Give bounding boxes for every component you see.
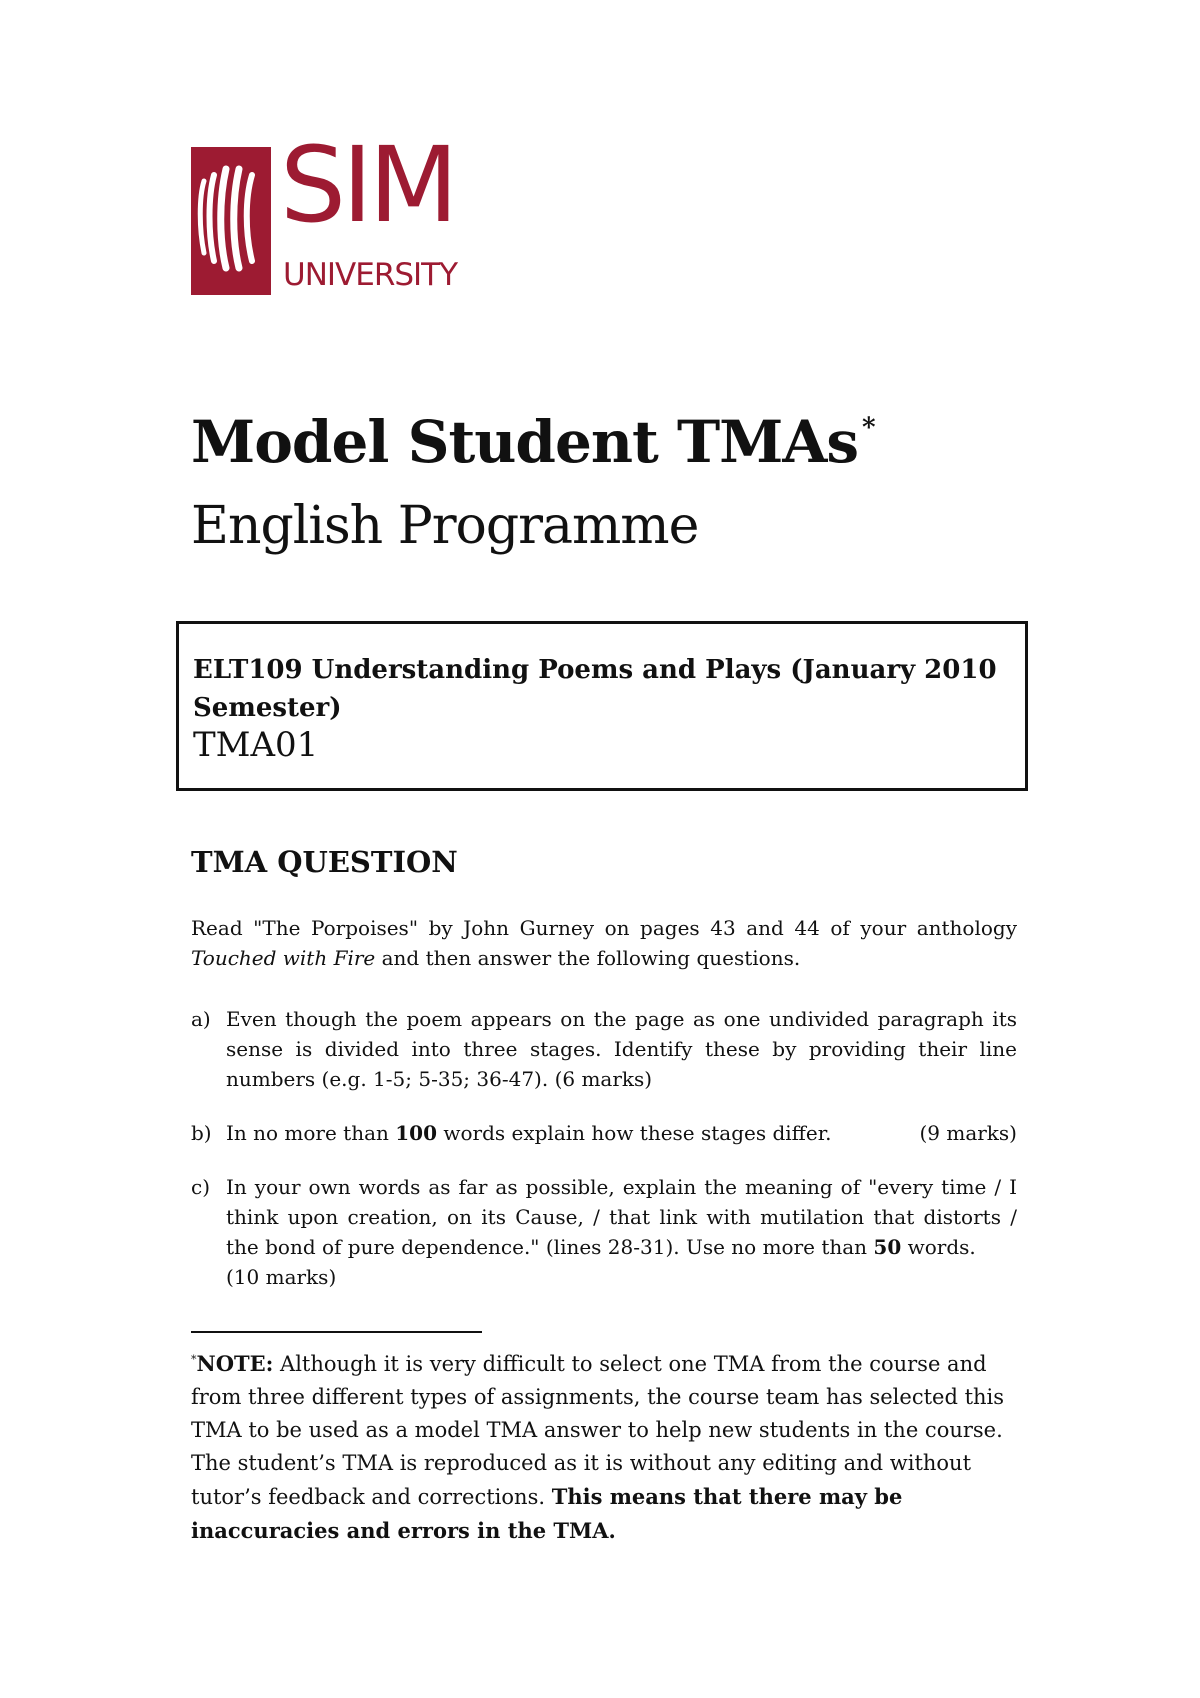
question-a	[191, 1004, 1017, 1094]
footnote-emphasis: This means that there may be inaccuracies and errors in the TMA.	[191, 1484, 903, 1543]
programme-subtitle: English Programme	[191, 496, 699, 556]
question-text-before-limit: In no more than	[226, 1121, 396, 1145]
word-limit: 100	[395, 1121, 438, 1145]
tma-question-heading: TMA QUESTION	[191, 845, 458, 879]
question-text: Even though the poem appears on the page as one undivided paragraph its sense is divided into three stages. Identify these by providing their line numbers (e.g. 1-5; 5-35; 36-47). (6 marks)	[226, 1007, 1017, 1091]
question-intro-ending: and then answer the following questions.	[375, 946, 801, 970]
question-text	[226, 1172, 1017, 1292]
footnote-divider	[191, 1331, 482, 1333]
footnote	[191, 1343, 1021, 1548]
course-info-box	[176, 621, 1028, 791]
logo-university-text: UNIVERSITY	[283, 257, 458, 293]
footnote-text: Although it is very difficult to select one TMA from the course and from three different types of assignments, the course team has selected this TMA to be used as a model TMA answer to help new students in the course. The student’s TMA is reproduced as it is without any editing and without tutor’s feedback and corrections.	[191, 1352, 1005, 1509]
tma-code: TMA01	[193, 725, 319, 765]
question-text	[226, 1118, 831, 1148]
sim-university-logo	[191, 124, 458, 295]
question-marks: (9 marks)	[919, 1121, 1017, 1145]
word-limit: 50	[873, 1235, 902, 1259]
document-title-text: Model Student TMAs	[191, 408, 859, 476]
question-label: a)	[191, 1007, 211, 1031]
sim-logo-mark-icon	[191, 147, 271, 295]
question-intro-text: Read "The Porpoises" by John Gurney on pages 43 and 44 of your anthology	[191, 916, 1017, 940]
document-title	[191, 408, 875, 476]
question-c	[191, 1172, 1017, 1292]
question-text-after-limit: words explain how these stages differ.	[437, 1121, 832, 1145]
question-label: b)	[191, 1121, 212, 1145]
footnote-label: NOTE:	[196, 1351, 274, 1376]
question-label: c)	[191, 1175, 211, 1199]
question-text-after-limit: words.	[901, 1235, 976, 1259]
course-title: ELT109 Understanding Poems and Plays (January 2010 Semester)	[193, 655, 997, 723]
question-text-before-limit: In your own words as far as possible, explain the meaning of "every time / I think upon creation, on its Cause, / that link with mutilation that distorts / the bond of pure dependence." (lines 28-31). Use no more than	[226, 1175, 1017, 1259]
question-intro	[191, 913, 1017, 973]
document-title-footnote-marker: *	[862, 413, 875, 443]
question-text-row	[226, 1118, 1017, 1148]
question-b	[191, 1118, 1017, 1148]
anthology-title: Touched with Fire	[191, 946, 376, 970]
footnote-marker: *	[191, 1353, 197, 1366]
question-marks: (10 marks)	[226, 1265, 337, 1289]
logo-sim-text: SIM	[280, 124, 455, 246]
